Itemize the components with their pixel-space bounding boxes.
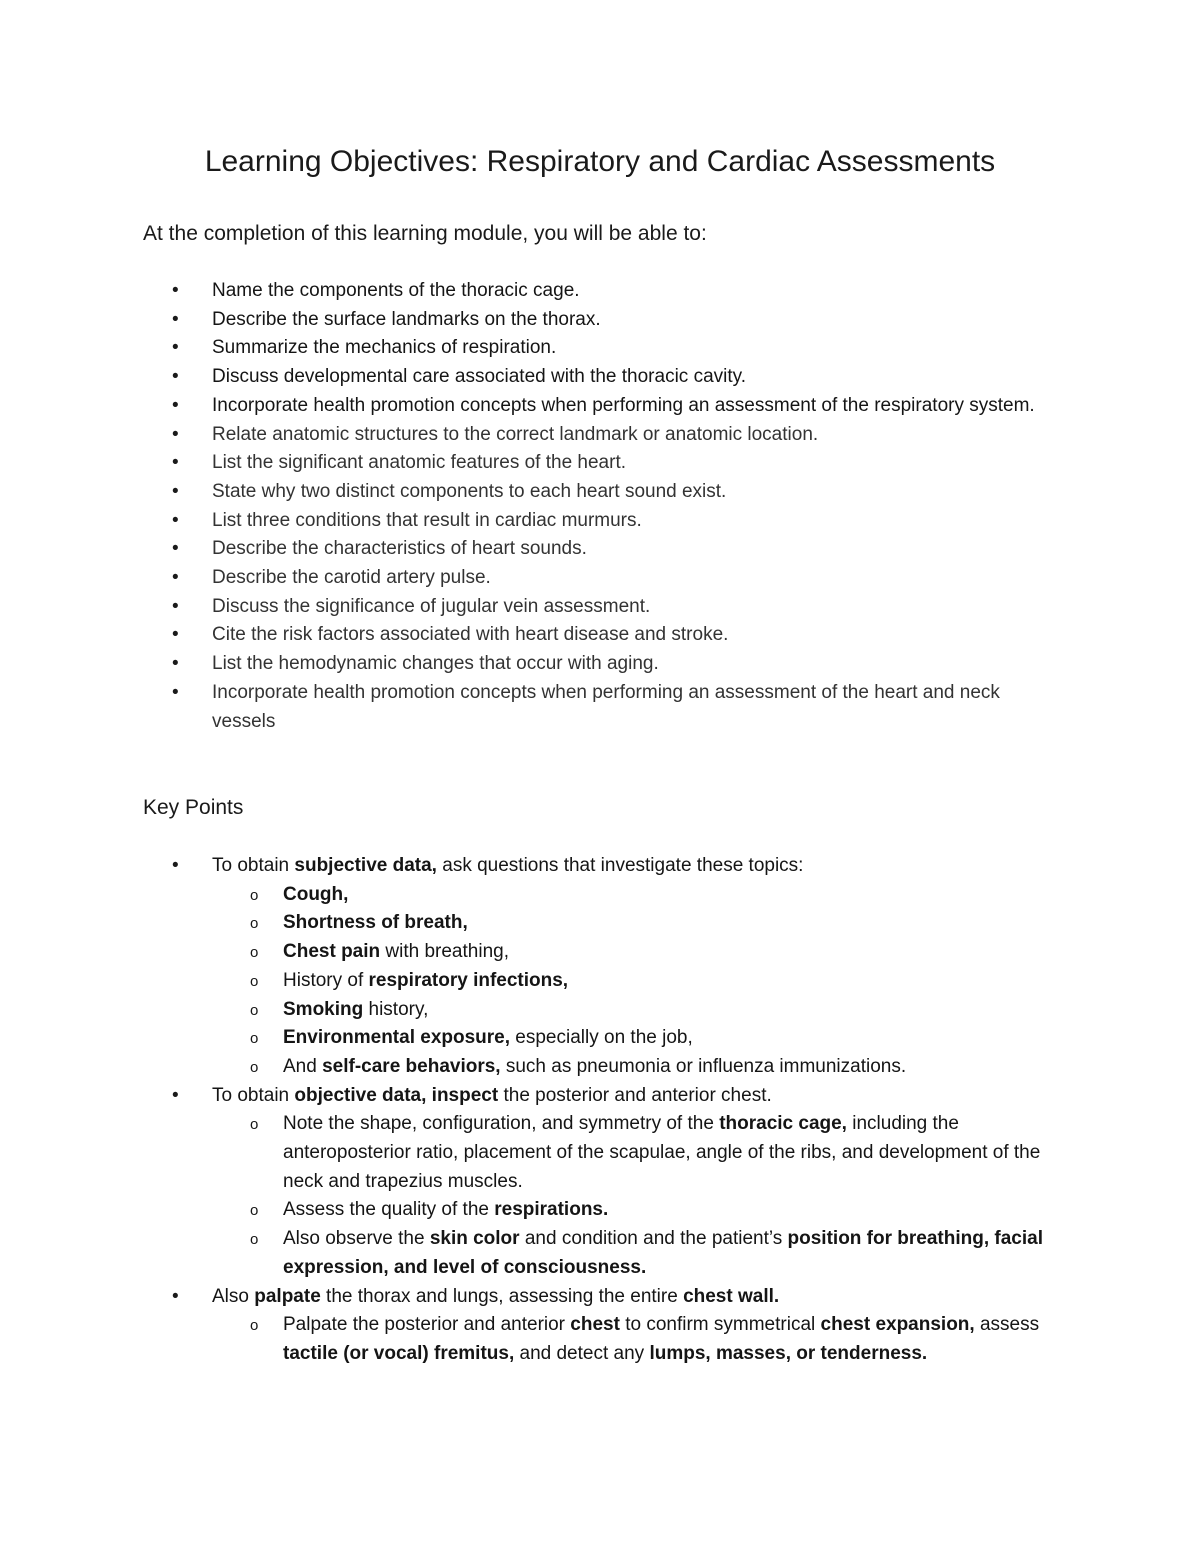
key-point-objective: • To obtain objective data, inspect the posterior and anterior chest. o Note the shape, configuration, and symmetry of the thoracic cage, including the anteroposterior ratio, placement of the scapulae, angle of the ribs, and development of the neck and trapezius muscles. o Assess the quality of the respirations. o Also observe the skin color and condition and the patient’s position for breathing, facial expression, and level of consciousness.	[143, 1082, 1063, 1283]
list-item: • Incorporate health promotion concepts when performing an assessment of the respiratory system.	[143, 392, 1063, 421]
bullet-icon: •	[172, 624, 179, 646]
bullet-icon: •	[172, 1285, 179, 1307]
bullet-icon: •	[172, 308, 179, 330]
sub-bullet-icon: o	[250, 915, 259, 933]
bullet-icon: •	[172, 280, 179, 301]
objectives-list	[143, 277, 1063, 736]
objective-sub-list	[143, 1110, 1063, 1282]
sub-bullet-icon: o	[250, 1001, 259, 1019]
subjective-topics-list	[143, 881, 1063, 1082]
list-item: o Assess the quality of the respirations.	[143, 1196, 1063, 1225]
list-item: o Environmental exposure, especially on the job,	[143, 1024, 1063, 1053]
bullet-icon: •	[172, 337, 179, 359]
bullet-icon: •	[172, 1084, 179, 1106]
bullet-icon: •	[172, 595, 179, 617]
list-item: o And self-care behaviors, such as pneumonia or influenza immunizations.	[143, 1053, 1063, 1082]
sub-bullet-icon: o	[250, 1202, 259, 1220]
list-item: • List the significant anatomic features of the heart.	[143, 449, 1063, 478]
list-item: • Describe the characteristics of heart sounds.	[143, 535, 1063, 564]
list-item: • List the hemodynamic changes that occur with aging.	[143, 650, 1063, 679]
list-item: o History of respiratory infections,	[143, 967, 1063, 996]
list-item: • Summarize the mechanics of respiration.	[143, 334, 1063, 363]
list-item: • Name the components of the thoracic cage.	[143, 277, 1063, 306]
list-item: o Cough,	[143, 881, 1063, 910]
list-item: • Incorporate health promotion concepts when performing an assessment of the heart and neck vessels	[143, 679, 1063, 736]
sub-bullet-icon: o	[250, 886, 259, 904]
list-item: • Discuss the significance of jugular vein assessment.	[143, 593, 1063, 622]
bullet-icon: •	[172, 653, 179, 675]
list-item: o Note the shape, configuration, and symmetry of the thoracic cage, including the anteroposterior ratio, placement of the scapulae, angle of the ribs, and development of the neck and trapezius muscles.	[143, 1110, 1063, 1196]
sub-bullet-icon: o	[250, 944, 259, 962]
bullet-icon: •	[172, 681, 179, 703]
list-item: • Discuss developmental care associated with the thoracic cavity.	[143, 363, 1063, 392]
list-item: • Describe the carotid artery pulse.	[143, 564, 1063, 593]
key-points-list	[143, 852, 1063, 1369]
sub-bullet-icon: o	[250, 1058, 259, 1076]
sub-bullet-icon: o	[250, 972, 259, 990]
list-item: o Shortness of breath,	[143, 909, 1063, 938]
list-item: • Relate anatomic structures to the correct landmark or anatomic location.	[143, 421, 1063, 450]
key-point-subjective: • To obtain subjective data, ask questions that investigate these topics: o Cough, o Shortness of breath, o Chest pain with breathing, o History of respiratory infections, o Smoking history, o Environmental exposure, especially on the job, o And self-care behaviors, such as pneumonia or influenza immunizations.	[143, 852, 1063, 1082]
list-item: o Chest pain with breathing,	[143, 938, 1063, 967]
list-item: • List three conditions that result in cardiac murmurs.	[143, 507, 1063, 536]
bullet-icon: •	[172, 394, 179, 416]
intro-text: At the completion of this learning module, you will be able to:	[143, 222, 707, 245]
bullet-icon: •	[172, 366, 179, 388]
list-item: o Palpate the posterior and anterior chest to confirm symmetrical chest expansion, assess tactile (or vocal) fremitus, and detect any lumps, masses, or tenderness.	[143, 1311, 1063, 1368]
bullet-icon: •	[172, 452, 179, 474]
sub-bullet-icon: o	[250, 1030, 259, 1048]
bullet-icon: •	[172, 538, 179, 560]
list-item: o Also observe the skin color and condition and the patient’s position for breathing, facial expression, and level of consciousness.	[143, 1225, 1063, 1282]
document-title: Learning Objectives: Respiratory and Cardiac Assessments	[204, 145, 996, 178]
bullet-icon: •	[172, 509, 179, 531]
key-points-heading: Key Points	[143, 796, 244, 819]
bullet-icon: •	[172, 423, 179, 445]
list-item: o Smoking history,	[143, 996, 1063, 1025]
sub-bullet-icon: o	[250, 1317, 259, 1335]
sub-bullet-icon: o	[250, 1231, 259, 1249]
bullet-icon: •	[172, 480, 179, 502]
palpate-sub-list	[143, 1311, 1063, 1368]
list-item: • State why two distinct components to each heart sound exist.	[143, 478, 1063, 507]
sub-bullet-icon: o	[250, 1116, 259, 1134]
bullet-icon: •	[172, 855, 179, 876]
list-item: • Describe the surface landmarks on the thorax.	[143, 306, 1063, 335]
list-item: • Cite the risk factors associated with heart disease and stroke.	[143, 621, 1063, 650]
bullet-icon: •	[172, 567, 179, 589]
key-point-palpate: • Also palpate the thorax and lungs, assessing the entire chest wall. o Palpate the posterior and anterior chest to confirm symmetrical chest expansion, assess tactile (or vocal) fremitus, and detect any lumps, masses, or tenderness.	[143, 1283, 1063, 1369]
